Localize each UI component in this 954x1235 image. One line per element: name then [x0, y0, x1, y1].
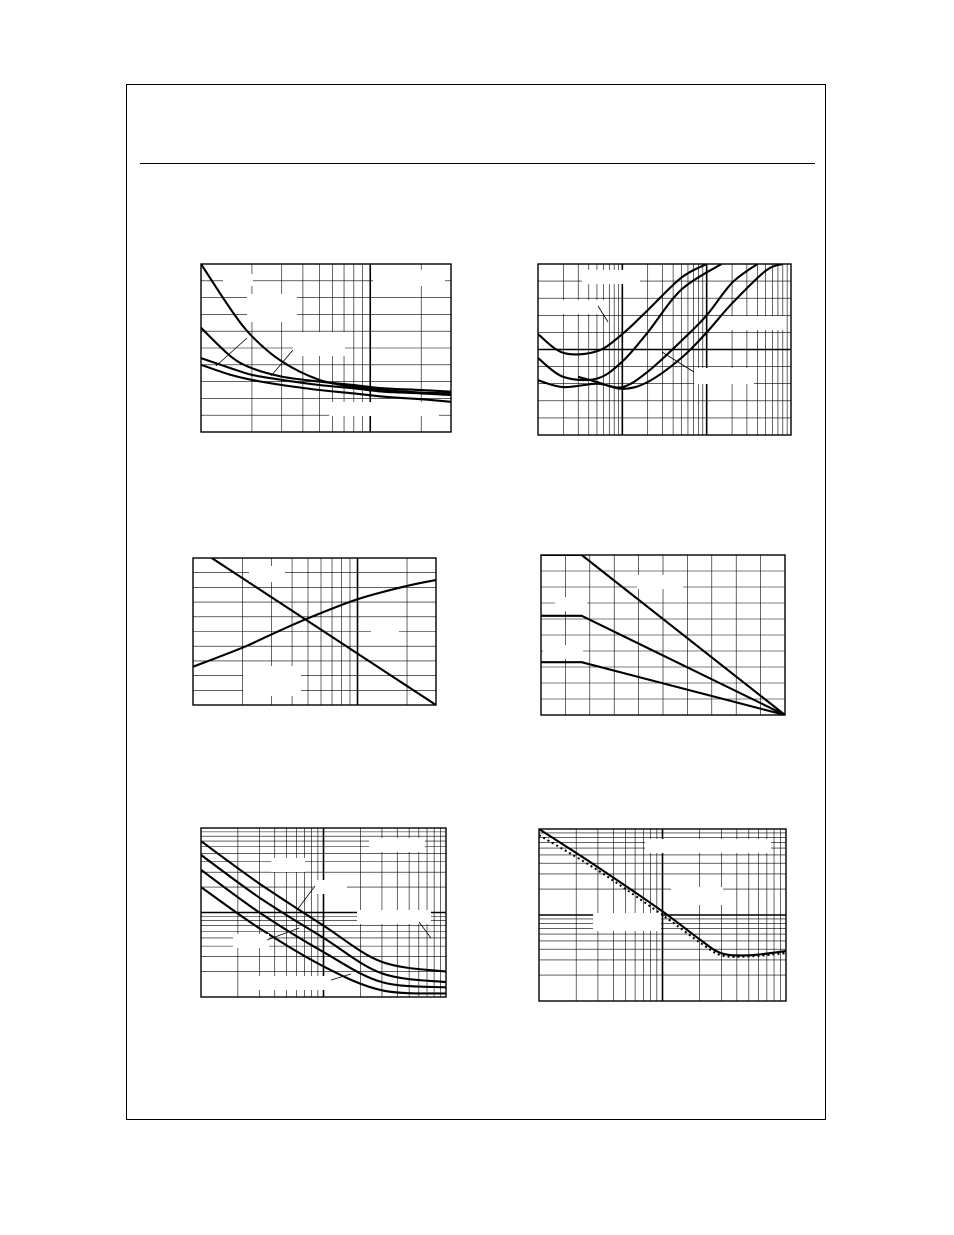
- chart-5-leader-1: [297, 886, 315, 910]
- chart-4-label-2: [555, 597, 587, 611]
- chart-1-label-3: [247, 294, 297, 322]
- chart-5: [201, 828, 446, 997]
- chart-1: [201, 264, 451, 432]
- chart-3-grid: [193, 558, 436, 705]
- chart-2-label-3: [724, 316, 784, 330]
- chart-1-label-2: [373, 270, 445, 286]
- chart-1-label-4: [293, 332, 345, 356]
- chart-5-label-1: [369, 838, 425, 852]
- chart-5-label-3: [313, 880, 347, 894]
- chart-6-label-2: [671, 887, 723, 905]
- chart-3-label-1: [249, 566, 285, 582]
- chart-3: [193, 558, 436, 705]
- chart-5-label-2: [271, 858, 305, 872]
- chart-5-label-4: [357, 910, 431, 924]
- chart-4-label-3: [543, 645, 583, 659]
- chart-2: [538, 264, 791, 435]
- chart-6-grid: [539, 829, 786, 1001]
- chart-6: [539, 829, 786, 1001]
- chart-1-leader-1: [216, 338, 247, 366]
- chart-5-leader-2: [419, 922, 431, 938]
- chart-2-label-4: [694, 368, 754, 384]
- chart-6-label-1: [645, 839, 771, 853]
- chart-1-label-1: [223, 274, 253, 286]
- chart-2-label-1: [582, 270, 640, 284]
- chart-3-series-2-line: [193, 580, 436, 667]
- chart-3-label-2: [371, 624, 399, 638]
- chart-6-label-3: [593, 913, 661, 931]
- header-divider: [140, 163, 815, 164]
- chart-4-label-1: [637, 575, 683, 589]
- chart-3-label-3: [243, 666, 301, 696]
- chart-4: [541, 555, 785, 715]
- chart-1-label-5: [329, 402, 439, 416]
- chart-5-label-5: [233, 934, 269, 948]
- chart-2-label-2: [552, 300, 606, 314]
- chart-5-label-6: [247, 976, 331, 990]
- chart-2-grid: [538, 264, 791, 435]
